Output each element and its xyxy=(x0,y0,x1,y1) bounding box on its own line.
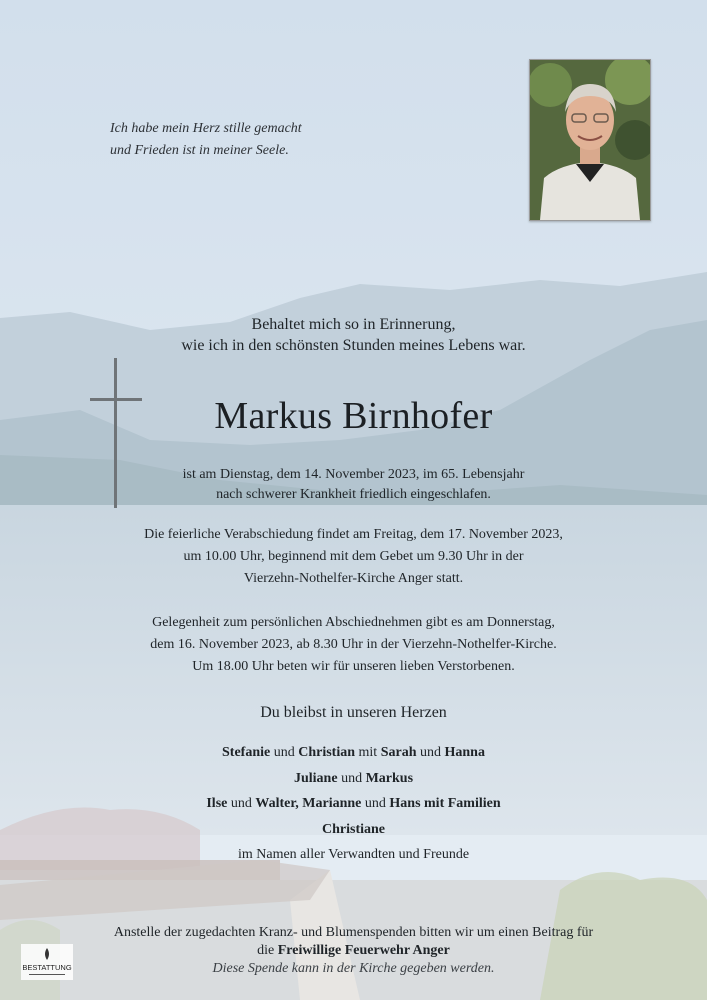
motto xyxy=(110,118,302,162)
family-line xyxy=(0,791,707,817)
family-name: Ilse xyxy=(206,796,228,811)
conjunction: und xyxy=(416,745,445,760)
farewell-line: Gelegenheit zum persönlichen Abschiednehmen gibt es am Donnerstag, xyxy=(152,615,555,630)
conjunction: und xyxy=(227,796,256,811)
family-name: Christian xyxy=(298,745,356,760)
funeral-info xyxy=(0,524,707,590)
funeral-line: um 10.00 Uhr, beginnend mit dem Gebet um 9.30 Uhr in der xyxy=(183,549,524,564)
portrait-image xyxy=(530,60,650,220)
farewell-line: Um 18.00 Uhr beten wir für unseren lieben Verstorbenen. xyxy=(192,659,515,674)
motto-line: Ich habe mein Herz stille gemacht xyxy=(110,121,302,136)
funeral-line: Vierzehn-Nothelfer-Kirche Anger statt. xyxy=(243,571,464,586)
family-name: Markus xyxy=(365,770,414,786)
family-line xyxy=(0,766,707,792)
farewell-info xyxy=(0,612,707,678)
donation-recipient: Freiwillige Feuerwehr Anger xyxy=(277,943,450,958)
family-list xyxy=(0,740,707,868)
family-name: Sarah xyxy=(380,745,417,760)
donation-notice xyxy=(0,924,707,978)
family-name: Stefanie xyxy=(222,745,271,760)
farewell-line: dem 16. November 2023, ab 8.30 Uhr in der Vierzehn-Nothelfer-Kirche. xyxy=(150,637,557,652)
family-name: Christiane xyxy=(322,821,385,837)
conjunction: und xyxy=(361,796,390,811)
heart-line: Du bleibst in unseren Herzen xyxy=(260,704,447,721)
deceased-name: Markus Birnhofer xyxy=(214,395,493,437)
donation-prefix: die xyxy=(257,943,278,958)
family-line xyxy=(0,817,707,843)
funeral-line: Die feierliche Verabschiedung findet am Freitag, dem 17. November 2023, xyxy=(144,527,563,542)
donation-line: Anstelle der zugedachten Kranz- und Blumenspenden bitten wir um einen Beitrag für xyxy=(113,925,594,940)
conjunction: und xyxy=(270,745,299,760)
quote-line: wie ich in den schönsten Stunden meines Lebens war. xyxy=(181,337,526,354)
motto-line: und Frieden ist in meiner Seele. xyxy=(110,143,289,158)
family-name: Juliane xyxy=(293,770,338,786)
conjunction: mit xyxy=(355,745,381,760)
portrait-photo xyxy=(529,59,651,221)
family-line xyxy=(0,740,707,766)
donation-line xyxy=(0,942,707,960)
death-notice xyxy=(0,465,707,505)
death-line: ist am Dienstag, dem 14. November 2023, im 65. Lebensjahr xyxy=(182,467,525,482)
family-line: im Namen aller Verwandten und Freunde xyxy=(237,847,470,862)
family-name: Hans mit Familien xyxy=(389,796,501,811)
donation-line: Diese Spende kann in der Kirche gegeben werden. xyxy=(212,961,495,976)
death-line: nach schwerer Krankheit friedlich eingeschlafen. xyxy=(216,487,491,502)
memorial-quote xyxy=(0,314,707,356)
family-name: Hanna xyxy=(444,745,485,760)
quote-line: Behaltet mich so in Erinnerung, xyxy=(251,316,456,333)
conjunction: und xyxy=(337,770,366,786)
family-name: Walter, Marianne xyxy=(255,796,362,811)
logo-text: BESTATTUNG xyxy=(22,963,72,972)
funeral-home-logo xyxy=(21,944,73,980)
